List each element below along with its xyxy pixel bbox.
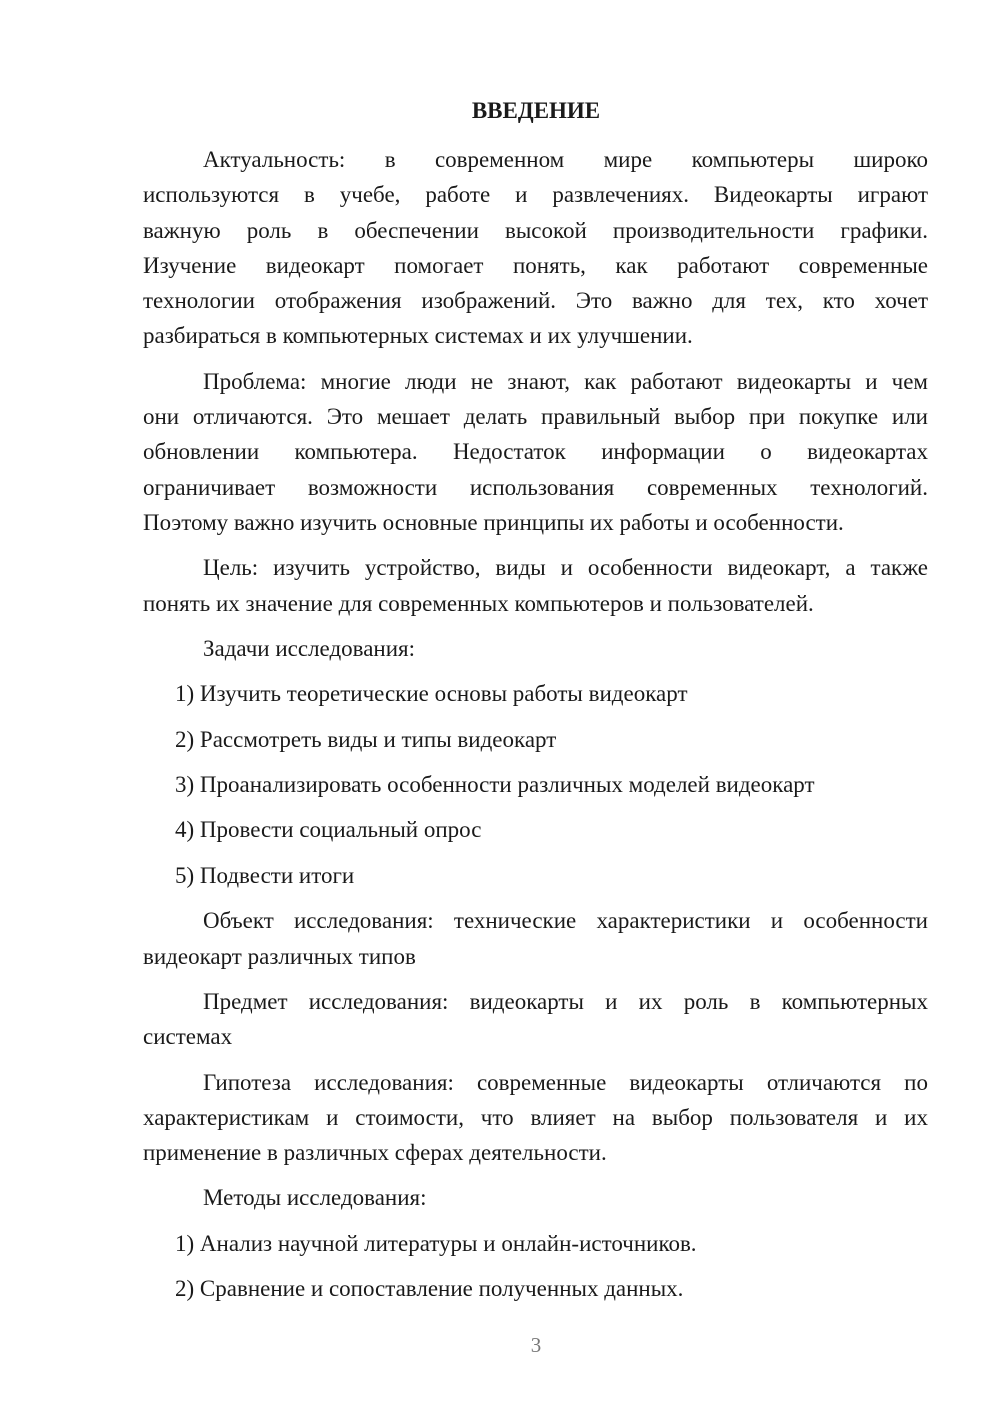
text-line: Проблема: многие люди не знают, как работают видеокарты и чем: [203, 369, 928, 394]
text-line: Задачи исследования:: [203, 636, 416, 661]
text-line: ограничивает возможности использования современных технологий.: [143, 475, 928, 500]
text-line: Методы исследования:: [203, 1185, 427, 1210]
text-line: разбираться в компьютерных системах и их улучшении.: [143, 323, 693, 348]
text-line: технологии отображения изображений. Это важно для тех, кто хочет: [143, 288, 928, 313]
text-line: 2) Сравнение и сопоставление полученных данных.: [175, 1276, 684, 1301]
text-line: применение в различных сферах деятельности.: [143, 1140, 607, 1165]
text-line: 4) Провести социальный опрос: [175, 817, 482, 842]
text-line: 5) Подвести итоги: [175, 863, 355, 888]
text-line: системах: [143, 1024, 233, 1049]
text-line: они отличаются. Это мешает делать правильный выбор при покупке или: [143, 404, 928, 429]
text-line: Объект исследования: технические характеристики и особенности: [203, 908, 928, 933]
text-line: понять их значение для современных компьютеров и пользователей.: [143, 591, 814, 616]
text-line: видеокарт различных типов: [143, 944, 416, 969]
text-line: 2) Рассмотреть виды и типы видеокарт: [175, 727, 557, 752]
page-number: 3: [530, 1333, 542, 1357]
section-title: ВВЕДЕНИЕ: [471, 98, 601, 123]
text-line: важную роль в обеспечении высокой производительности графики.: [143, 218, 928, 243]
text-line: используются в учебе, работе и развлечениях. Видеокарты играют: [143, 182, 928, 207]
text-line: характеристикам и стоимости, что влияет на выбор пользователя и их: [143, 1105, 928, 1130]
text-line: обновлении компьютера. Недостаток информации о видеокартах: [143, 439, 928, 464]
text-line: Гипотеза исследования: современные видеокарты отличаются по: [203, 1070, 928, 1095]
text-line: Поэтому важно изучить основные принципы их работы и особенности.: [143, 510, 844, 535]
text-line: Изучение видеокарт помогает понять, как работают современные: [143, 253, 928, 278]
text-line: Цель: изучить устройство, виды и особенности видеокарт, а также: [203, 555, 928, 580]
text-line: 3) Проанализировать особенности различных моделей видеокарт: [175, 772, 815, 797]
text-line: Актуальность: в современном мире компьютеры широко: [203, 147, 928, 172]
text-line: 1) Анализ научной литературы и онлайн-источников.: [175, 1231, 697, 1256]
text-line: 1) Изучить теоретические основы работы видеокарт: [175, 681, 688, 706]
text-line: Предмет исследования: видеокарты и их роль в компьютерных: [203, 989, 928, 1014]
